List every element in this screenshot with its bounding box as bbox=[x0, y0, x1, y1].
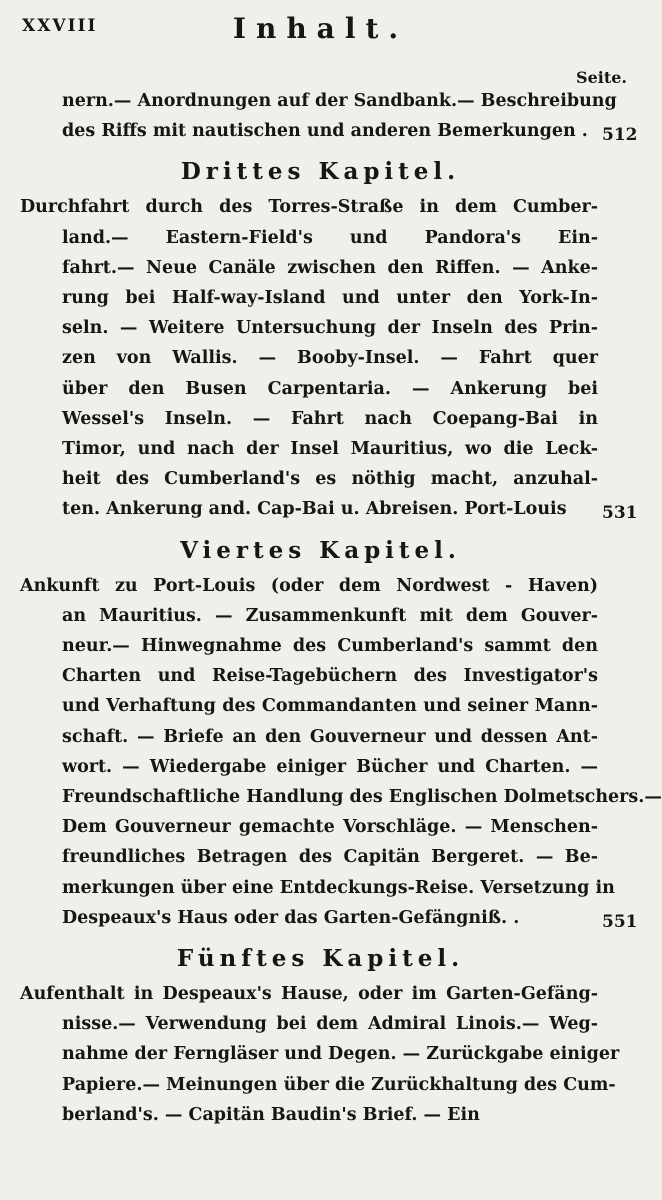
toc-line: Aufenthalt in Despeaux's Hause, oder im Garten-Gefäng- bbox=[20, 984, 598, 1004]
toc-line: über den Busen Carpentaria. — Ankerung bei bbox=[62, 378, 598, 399]
toc-line: Freundschaftliche Handlung des Englischen Dolmetschers.— bbox=[62, 787, 662, 807]
toc-line: Durchfahrt durch des Torres-Straße in dem Cumber- bbox=[20, 197, 598, 218]
toc-line: Papiere.— Meinungen über die Zurückhaltung des Cum- bbox=[62, 1074, 616, 1095]
toc-line: zen von Wallis. — Booby-Insel. — Fahrt quer bbox=[62, 348, 598, 369]
toc-line: Charten und Reise-Tagebüchern des Investigator's bbox=[62, 666, 598, 687]
toc-line: an Mauritius. — Zusammenkunft mit dem Gouver- bbox=[62, 605, 598, 626]
seite-label: Seite. bbox=[576, 68, 627, 87]
toc-page-number: 531 bbox=[602, 503, 638, 524]
toc-line: wort. — Wiedergabe einiger Bücher und Charten. — bbox=[62, 756, 598, 777]
toc-line: rung bei Half-way-Island und unter den York-In- bbox=[62, 288, 598, 308]
toc-line: ten. Ankerung and. Cap-Bai u. Abreisen. Port-Louis bbox=[62, 499, 567, 520]
chapter-heading: Drittes Kapitel. bbox=[180, 158, 461, 186]
page-header bbox=[0, 10, 641, 50]
page-number: XXVIII bbox=[22, 16, 98, 36]
toc-line: und Verhaftung des Commandanten und seiner Mann- bbox=[62, 696, 598, 717]
toc-line: heit des Cumberland's es nöthig macht, anzuhal- bbox=[62, 469, 598, 490]
toc-line: neur.— Hinwegnahme des Cumberland's sammt den bbox=[62, 636, 598, 656]
toc-line: land.— Eastern-Field's und Pandora's Ein- bbox=[62, 227, 598, 248]
toc-line: Timor, und nach der Insel Mauritius, wo die Leck- bbox=[62, 439, 598, 459]
toc-line: Dem Gouverneur gemachte Vorschläge. — Menschen- bbox=[62, 817, 598, 838]
toc-line: freundliches Betragen des Capitän Bergeret. — Be- bbox=[62, 847, 598, 868]
toc-page-number: 512 bbox=[602, 125, 638, 146]
toc-line: des Riffs mit nautischen und anderen Bemerkungen . bbox=[62, 121, 588, 142]
toc-page-number: 551 bbox=[602, 911, 638, 932]
toc-line: seln. — Weitere Untersuchung der Inseln des Prin- bbox=[62, 318, 598, 339]
toc-line: merkungen über eine Entdeckungs-Reise. Versetzung in bbox=[62, 877, 615, 898]
toc-line: nahme der Ferngläser und Degen. — Zurückgabe einiger bbox=[62, 1044, 620, 1065]
toc-line: nern.— Anordnungen auf der Sandbank.— Beschreibung bbox=[62, 91, 617, 111]
chapter-heading: Viertes Kapitel. bbox=[180, 536, 461, 564]
toc-line: Wessel's Inseln. — Fahrt nach Coepang-Bai in bbox=[62, 408, 598, 429]
toc-line: berland's. — Capitän Baudin's Brief. — Ein bbox=[62, 1104, 480, 1125]
toc-line: fahrt.— Neue Canäle zwischen den Riffen. — Anke- bbox=[62, 257, 598, 278]
toc-line: Ankunft zu Port-Louis (oder dem Nordwest - Haven) bbox=[20, 575, 598, 596]
chapter-heading: Fünftes Kapitel. bbox=[176, 945, 465, 972]
running-title: Inhalt. bbox=[232, 12, 409, 45]
toc-line: nisse.— Verwendung bei dem Admiral Linois.— Weg- bbox=[62, 1014, 598, 1035]
toc-line: Despeaux's Haus oder das Garten-Gefängniß. . bbox=[62, 907, 520, 928]
toc-line: schaft. — Briefe an den Gouverneur und dessen Ant- bbox=[62, 726, 598, 747]
